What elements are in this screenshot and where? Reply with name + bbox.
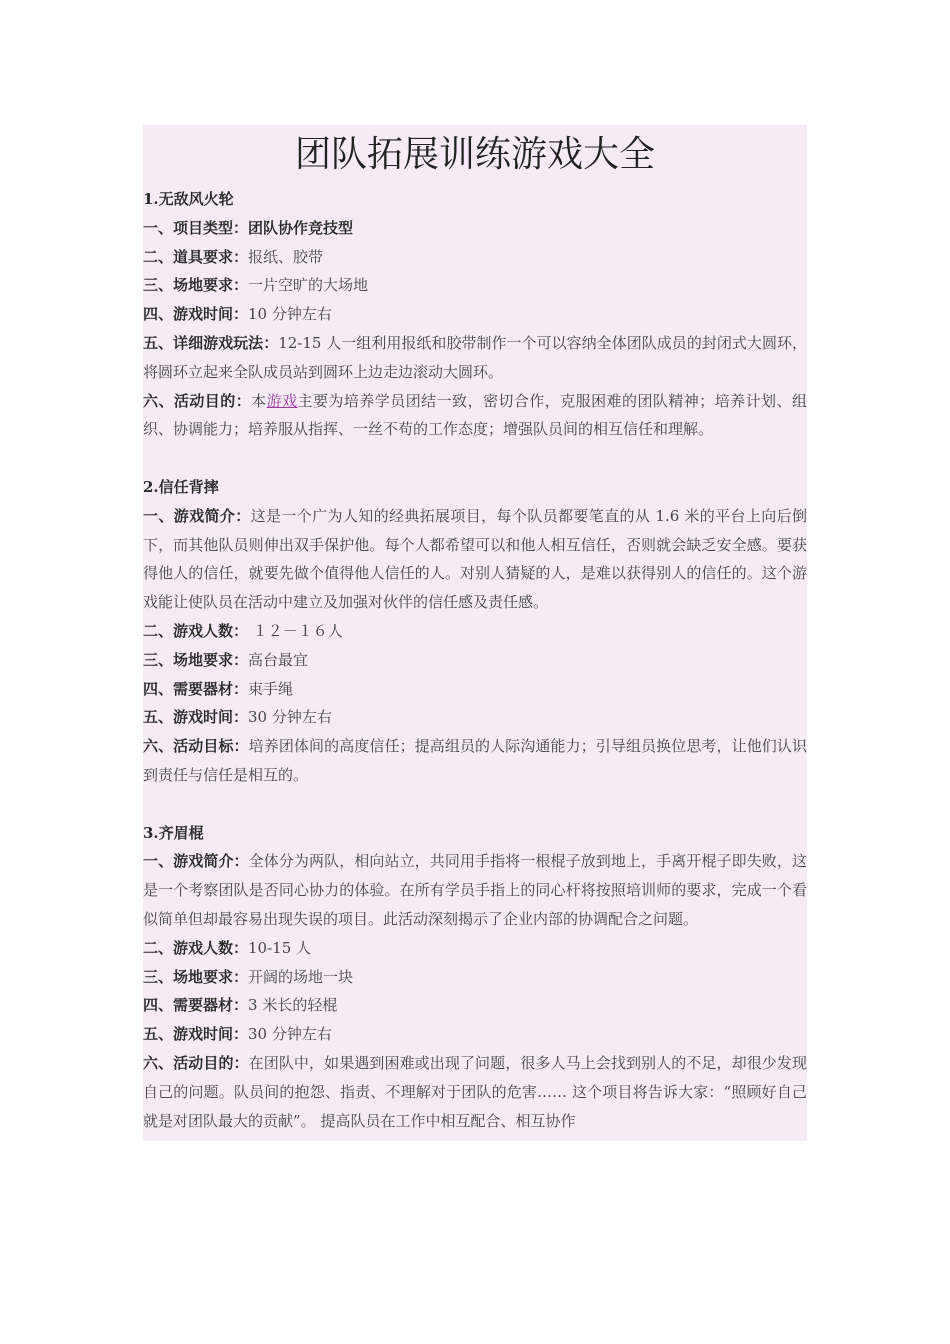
- field-label: 六、活动目的：: [143, 1053, 249, 1072]
- field-value: 30 分钟左右: [248, 708, 332, 727]
- field-label: 一、游戏简介：: [143, 506, 251, 525]
- section-heading: 1.无敌风火轮: [143, 190, 234, 208]
- field-goal: [143, 1049, 807, 1135]
- field-label: 二、游戏人数：: [143, 621, 249, 640]
- field-label: 五、游戏时间：: [143, 1025, 249, 1044]
- field-label: 一、项目类型：: [143, 218, 249, 237]
- field-people: [143, 617, 807, 646]
- field-equipment: [143, 675, 807, 704]
- field-label: 二、游戏人数：: [143, 938, 249, 957]
- section-heading: 3.齐眉棍: [143, 823, 204, 842]
- field-value: 束手绳: [248, 679, 294, 698]
- game-link[interactable]: 游戏: [266, 391, 298, 410]
- field-value: 这是一个广为人知的经典拓展项目，每个队员都要笔直的从 1.6 米的平台上向后倒下，而其他队员则伸出双手保护他。每个人都希望可以和他人相互信任，否则就会缺乏安全感。要获得他人的信任，就要先做个值得他人信任的人。对别人猜疑的人，是难以获得别人的信任的。这个游戏能让使队员在活动中建立及加强对伙伴的信任感及责任感。: [143, 506, 807, 612]
- field-intro: [143, 847, 807, 933]
- field-value: 30 分钟左右: [248, 1025, 332, 1044]
- field-value: 在团队中，如果遇到困难或出现了问题，很多人马上会找到别人的不足，却很少发现自己的问题。队员间的抱怨、指责、不理解对于团队的危害…… 这个项目将告诉大家：“照顾好自己就是对团队最大的贡献”。 提高队员在工作中相互配合、相互协作: [143, 1053, 807, 1130]
- field-label: 四、需要器材：: [143, 679, 249, 698]
- field-label: 四、游戏时间：: [143, 305, 249, 324]
- field-venue: [143, 963, 807, 992]
- field-value: 10-15 人: [248, 938, 312, 957]
- field-intro: [143, 502, 807, 617]
- field-props: [143, 243, 807, 272]
- spacer: [143, 790, 807, 819]
- field-label: 三、场地要求：: [143, 276, 249, 295]
- field-label: 三、场地要求：: [143, 650, 249, 669]
- field-value: １２－１６人: [248, 621, 343, 640]
- field-value: 培养团体间的高度信任；提高组员的人际沟通能力；引导组员换位思考，让他们认识到责任与信任是相互的。: [143, 737, 807, 784]
- field-label: 四、需要器材：: [143, 996, 249, 1015]
- field-time: [143, 300, 807, 329]
- field-value: 3 米长的轻棍: [248, 996, 338, 1015]
- field-time: [143, 1020, 807, 1049]
- field-label: 六、活动目标：: [143, 737, 249, 756]
- field-value: 高台最宜: [248, 650, 309, 669]
- field-value: 开阔的场地一块: [248, 967, 354, 986]
- field-value: 12-15 人一组利用报纸和胶带制作一个可以容纳全体团队成员的封闭式大圆环，将圆环立起来全队成员站到圆环上边走边滚动大圆环。: [143, 333, 807, 381]
- field-label: 五、游戏时间：: [143, 708, 249, 727]
- section-3: [143, 819, 807, 1136]
- document-title: 团队拓展训练游戏大全: [294, 134, 655, 175]
- field-label: 三、场地要求：: [143, 967, 249, 986]
- document-body: [143, 125, 807, 1141]
- field-time: [143, 703, 807, 732]
- field-venue: [143, 271, 807, 300]
- section-1: [143, 185, 807, 444]
- spacer: [143, 444, 807, 473]
- section-2: [143, 473, 807, 790]
- field-label: 一、游戏简介：: [143, 852, 249, 871]
- field-type: [143, 214, 807, 243]
- field-equipment: [143, 991, 807, 1020]
- field-value: 主要为培养学员团结一致，密切合作，克服困难的团队精神；培养计划、组织、协调能力；培养服从指挥、一丝不苟的工作态度；增强队员间的相互信任和理解。: [143, 391, 807, 439]
- field-label: 五、详细游戏玩法：: [143, 333, 279, 352]
- field-value: 10 分钟左右: [248, 305, 332, 324]
- field-play: [143, 329, 807, 387]
- field-value: 一片空旷的大场地: [248, 276, 369, 295]
- field-people: [143, 934, 807, 963]
- field-value: 报纸、胶带: [248, 247, 324, 266]
- field-goal: [143, 387, 807, 445]
- field-value-prefix: 本: [251, 391, 267, 410]
- section-heading: 2.信任背摔: [143, 477, 219, 496]
- field-value: 全体分为两队，相向站立，共同用手指将一根棍子放到地上，手离开棍子即失败，这是一个考察团队是否同心协力的体验。在所有学员手指上的同心杆将按照培训师的要求，完成一个看似简单但却最容易出现失误的项目。此活动深刻揭示了企业内部的协调配合之问题。: [143, 852, 807, 928]
- field-label: 二、道具要求：: [143, 247, 249, 266]
- field-goal: [143, 732, 807, 790]
- field-venue: [143, 646, 807, 675]
- field-label: 六、活动目的：: [143, 391, 252, 410]
- field-value: 团队协作竞技型: [248, 218, 354, 237]
